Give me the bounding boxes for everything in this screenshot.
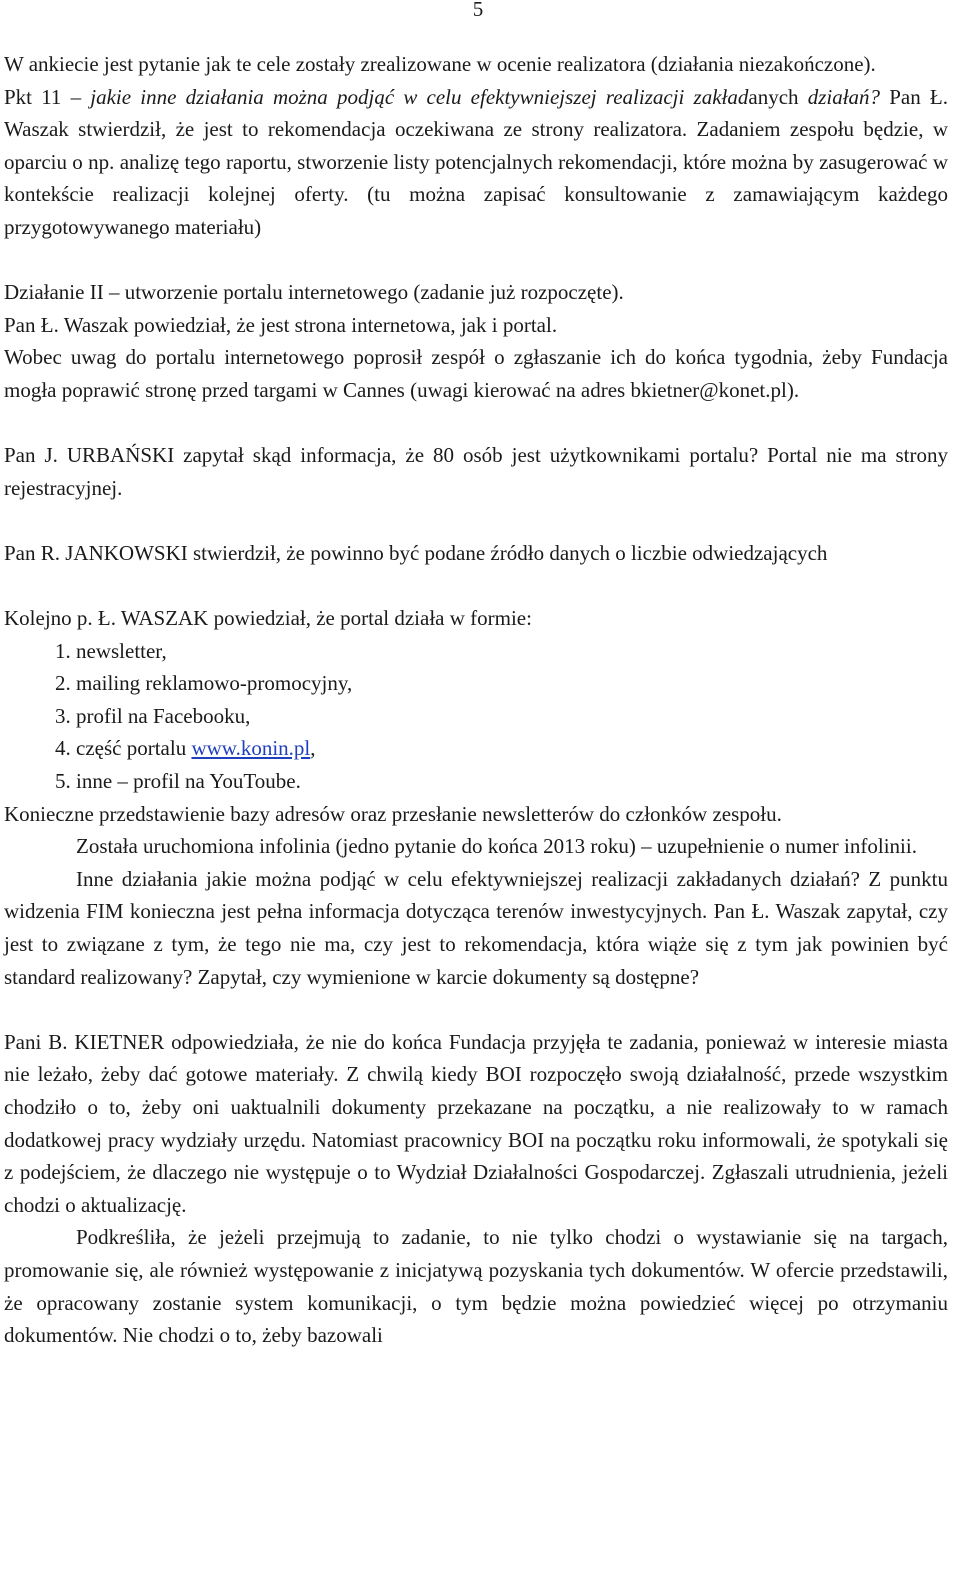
list-item: 3. profil na Facebooku, [76, 700, 948, 733]
paragraph-portal-comments: Wobec uwag do portalu internetowego poprosił zespół o zgłaszanie ich do końca tygodnia, żeby Fundacja mogła poprawić stronę przed targami w Cannes (uwagi kierować na adres bkietner@konet.pl). [4, 345, 948, 402]
paragraph-waszak-forms: Kolejno p. Ł. WASZAK powiedział, że portal działa w formie: [4, 606, 532, 631]
list-item [76, 732, 948, 765]
list-item-text: część portalu [76, 736, 192, 761]
paragraph-action-2: Działanie II – utworzenie portalu internetowego (zadanie już rozpoczęte). [4, 280, 624, 305]
paragraph-newsletter: Konieczne przedstawienie bazy adresów oraz przesłanie newsletterów do członków zespołu. [4, 801, 782, 826]
konin-link[interactable]: www.konin.pl [191, 736, 311, 761]
pkt11-prefix: Pkt 11 – [4, 84, 91, 109]
page-number: 5 [472, 0, 484, 21]
list-item: 5. inne – profil na YouToube. [76, 765, 948, 798]
list-item: 1. newsletter, [76, 635, 948, 668]
paragraph-waszak-portal: Pan Ł. Waszak powiedział, że jest strona internetowa, jak i portal. [4, 312, 558, 337]
paragraph-emphasized: Podkreśliła, że jeżeli przejmują to zadanie, to nie tylko chodzi o wystawianie się na targach, promowanie się, ale również występowanie z inicjatywą pozyskania tych dokumentów. W ofercie przedstawili, że opracowany zostanie system komunikacji, o tym będzie można powiedzieć więcej po otrzymaniu dokumentów. Nie chodzi o to, żeby bazowali [4, 1225, 948, 1348]
paragraph-infolinia: Została uruchomiona infolinia (jedno pytanie do końca 2013 roku) – uzupełnienie o numer infolinii. [76, 834, 917, 859]
paragraph-jankowski: Pan R. JANKOWSKI stwierdził, że powinno być podane źródło danych o liczbie odwiedzających [4, 540, 828, 565]
pkt11-body: Pan Ł. Waszak stwierdził, że jest to rekomendacja oczekiwana ze strony realizatora. Zadaniem zespołu będzie, w oparciu o np. analizę tego raportu, stworzenie listy potencjalnych rekomendacji, które można by zasugerować w kontekście realizacji kolejnej oferty. (tu można zapisać konsultowanie z zamawiającym każdego przygotowywanego materiału) [4, 84, 948, 239]
paragraph-survey: W ankiecie jest pytanie jak te cele zostały zrealizowane w ocenie realizatora (działania niezakończone). [4, 52, 876, 76]
paragraph-other-actions: Inne działania jakie można podjąć w celu efektywniejszej realizacji zakładanych działań? Z punktu widzenia FIM konieczna jest pełna informacja dotycząca terenów inwestycyjnych. Pan Ł. Waszak zapytał, czy jest to związane z tym, że tego nie ma, czy jest to rekomendacja, która wiąże się z tym jak powinien być standard realizowany? Zapytał, czy wymienione w karcie dokumenty są dostępne? [4, 866, 948, 989]
document-body [4, 48, 948, 1352]
paragraph-kietner: Pani B. KIETNER odpowiedziała, że nie do końca Fundacja przyjęła te zadania, ponieważ w interesie miasta nie leżało, żeby dać gotowe materiały. Z chwilą kiedy BOI rozpoczęło swoją działalność, przede wszystkim chodziło o to, żeby oni uaktualnili dokumenty przekazane na początku, a nie realizowały to w ramach dodatkowej pracy wydziały urzędu. Natomiast pracownicy BOI na początku roku informowali, że spotykali się z podejściem, że dlaczego nie występuje o to Wydział Działalności Gospodarczej. Zgłaszali utrudnienia, jeżeli chodzi o aktualizację. [4, 1029, 948, 1217]
list-item: 2. mailing reklamowo-promocyjny, [76, 667, 948, 700]
list-item-suffix: , [310, 736, 316, 761]
pkt11-word-end: anych [748, 84, 808, 109]
paragraph-pkt11 [4, 81, 948, 244]
portal-forms-list [4, 635, 948, 798]
pkt11-question: jakie inne działania można podjąć w celu efektywniejszej realizacji zakład [90, 84, 749, 109]
paragraph-urbanski: Pan J. URBAŃSKI zapytał skąd informacja, że 80 osób jest użytkownikami portalu? Portal nie ma strony rejestracyjnej. [4, 443, 948, 500]
pkt11-question-end: działań? [807, 84, 881, 109]
